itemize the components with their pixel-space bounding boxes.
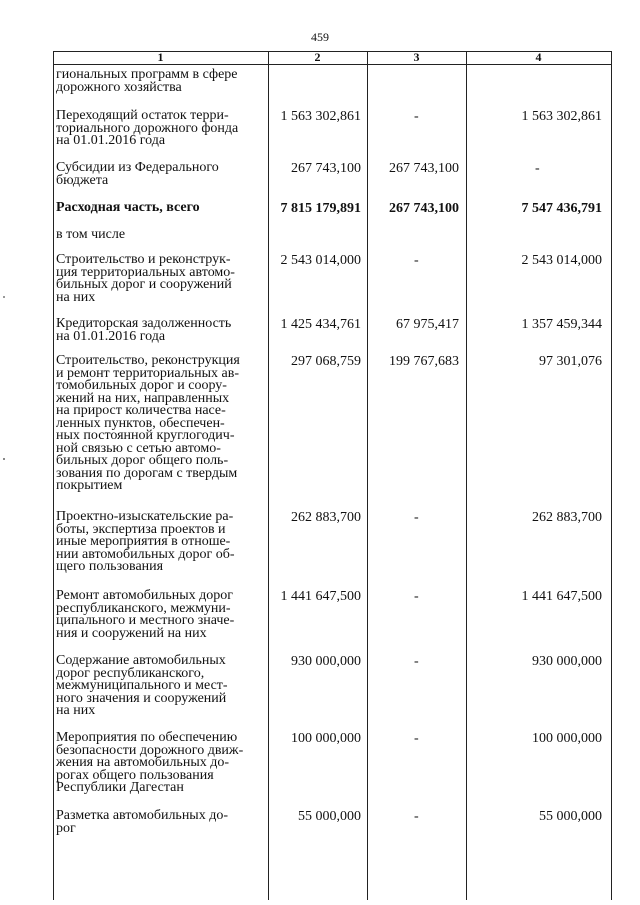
column-divider-1 (268, 51, 269, 900)
row-label: Строительство, реконструкция и ремонт территориальных ав- томобильных дорог и соору- жений на них, направленных на прирост количества насе- ленных пунктов, обеспечен- ных постоянной круглогодич- ной связью с сетью автомо- бильных дорог общего поль- зования по дорогам с твердым покрытием (56, 353, 240, 493)
row-label: гиональных программ в сфере дорожного хозяйства (56, 67, 238, 95)
row-label: Субсидии из Федерального бюджета (56, 160, 219, 188)
row-value-col2: 2 543 014,000 (280, 253, 361, 268)
row-label: Кредиторская задолженность на 01.01.2016 года (56, 316, 232, 344)
row-value-col3: 267 743,100 (389, 201, 459, 216)
row-label: Переходящий остаток терри- ториального дорожного фонда на 01.01.2016 года (56, 108, 239, 148)
row-value-col4: 262 883,700 (532, 510, 602, 525)
column-header-1: 1 (157, 50, 164, 64)
row-value-col2: 262 883,700 (291, 510, 361, 525)
row-value-col2: 267 743,100 (291, 161, 361, 176)
column-header-2: 2 (314, 50, 321, 64)
row-value-col3: - (414, 510, 419, 525)
table-right-border (611, 51, 612, 900)
column-header-4: 4 (535, 50, 542, 64)
row-value-col2: 100 000,000 (291, 731, 361, 746)
row-value-col4: 55 000,000 (539, 809, 602, 824)
row-label: Разметка автомобильных до- рог (56, 808, 228, 836)
row-value-col2: 297 068,759 (291, 354, 361, 369)
row-value-col3: - (414, 253, 419, 268)
row-label: в том числе (56, 227, 126, 242)
header-bottom-border (53, 64, 611, 65)
row-value-col4: 97 301,076 (539, 354, 602, 369)
row-value-col4: 930 000,000 (532, 654, 602, 669)
scan-mark (3, 458, 5, 460)
row-value-col3: - (414, 731, 419, 746)
row-value-col4: 1 357 459,344 (521, 317, 602, 332)
row-value-col4: 7 547 436,791 (521, 201, 602, 216)
row-value-col3: 199 767,683 (389, 354, 459, 369)
table-left-border (53, 51, 54, 900)
row-value-col2: 7 815 179,891 (280, 201, 361, 216)
row-value-col4: 1 441 647,500 (521, 589, 602, 604)
row-value-col3: - (414, 109, 419, 124)
row-label: Проектно-изыскательские ра- боты, экспертиза проектов и иные мероприятия в отноше- нии автомобильных дорог об- щего пользования (56, 509, 235, 574)
row-value-col4: - (535, 161, 540, 176)
row-value-col2: 1 563 302,861 (280, 109, 361, 124)
row-value-col2: 55 000,000 (298, 809, 361, 824)
row-label-total: Расходная часть, всего (56, 200, 200, 215)
row-label: Строительство и реконструк- ция территориальных автомо- бильных дорог и сооружений на них (56, 252, 235, 305)
row-value-col4: 1 563 302,861 (521, 109, 602, 124)
row-value-col3: - (414, 589, 419, 604)
row-value-col4: 2 543 014,000 (521, 253, 602, 268)
row-value-col2: 1 441 647,500 (280, 589, 361, 604)
row-label: Ремонт автомобильных дорог республиканского, межмуни- ципального и местного значе- ния и сооружений на них (56, 588, 235, 641)
row-value-col2: 1 425 434,761 (280, 317, 361, 332)
column-divider-3 (466, 51, 467, 900)
page-number: 459 (311, 30, 329, 44)
row-label: Содержание автомобильных дорог республиканского, межмуниципального и мест- ного значения и сооружений на них (56, 653, 228, 718)
row-label: Мероприятия по обеспечению безопасности дорожного движ- жения на автомобильных до- рогах общего пользования Республики Дагестан (56, 730, 244, 795)
row-value-col3: 267 743,100 (389, 161, 459, 176)
row-value-col3: 67 975,417 (396, 317, 459, 332)
column-header-3: 3 (413, 50, 420, 64)
scan-mark (3, 296, 5, 298)
column-divider-2 (367, 51, 368, 900)
row-value-col4: 100 000,000 (532, 731, 602, 746)
row-value-col3: - (414, 809, 419, 824)
row-value-col2: 930 000,000 (291, 654, 361, 669)
row-value-col3: - (414, 654, 419, 669)
